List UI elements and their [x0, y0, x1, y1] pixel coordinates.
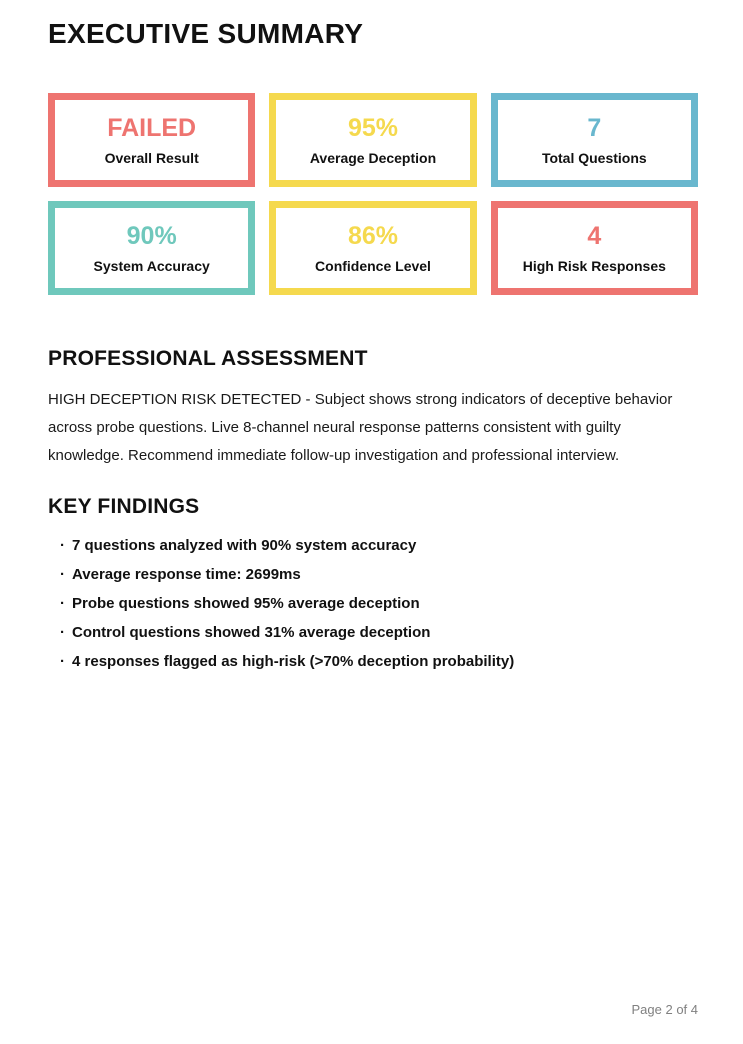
list-item-text: 7 questions analyzed with 90% system accuracy — [72, 537, 417, 554]
list-item — [60, 567, 698, 582]
stat-value: FAILED — [107, 113, 197, 142]
stat-label: Confidence Level — [315, 257, 431, 274]
summary-cards — [48, 93, 698, 295]
page-title: EXECUTIVE SUMMARY — [48, 18, 364, 49]
list-item-text: Control questions showed 31% average deception — [72, 624, 431, 641]
assessment-body-text: HIGH DECEPTION RISK DETECTED - Subject shows strong indicators of deceptive behavior across probe questions. Live 8-channel neural response patterns consistent with guilty knowledge. Recommend immediate follow-up investigation and professional interview. — [48, 391, 673, 464]
key-findings-list — [48, 538, 698, 669]
stat-value: 86% — [347, 221, 399, 250]
list-item — [60, 538, 698, 553]
assessment-section-heading: PROFESSIONAL ASSESSMENT — [48, 347, 368, 370]
list-item-text: Probe questions showed 95% average deception — [72, 595, 420, 612]
bullet-dot: · — [60, 566, 65, 583]
stat-card-overall-result — [48, 93, 255, 187]
stat-label: Total Questions — [541, 149, 647, 166]
stat-card-confidence-level — [269, 201, 476, 295]
list-item — [60, 625, 698, 640]
stat-label: System Accuracy — [93, 257, 210, 274]
stat-value: 4 — [587, 221, 602, 250]
stat-value: 90% — [126, 221, 177, 250]
list-item — [60, 654, 698, 669]
bullet-dot: · — [60, 653, 65, 670]
stat-value: 7 — [587, 113, 602, 142]
page-number: Page 2 of 4 — [631, 1002, 698, 1017]
bullet-dot: · — [60, 624, 65, 641]
bullet-dot: · — [60, 595, 65, 612]
stat-label: Overall Result — [104, 149, 199, 166]
key-findings-section-heading: KEY FINDINGS — [48, 495, 200, 518]
stat-card-average-deception — [269, 93, 476, 187]
stat-label: Average Deception — [309, 149, 437, 166]
stat-card-system-accuracy — [48, 201, 255, 295]
list-item-text: Average response time: 2699ms — [72, 566, 301, 583]
stat-label: High Risk Responses — [522, 257, 666, 274]
list-item — [60, 596, 698, 611]
stat-value: 95% — [347, 113, 399, 142]
stat-card-high-risk-responses — [491, 201, 698, 295]
list-item-text: 4 responses flagged as high-risk (>70% deception probability) — [72, 653, 515, 670]
bullet-dot: · — [60, 537, 65, 554]
stat-card-total-questions — [491, 93, 698, 187]
